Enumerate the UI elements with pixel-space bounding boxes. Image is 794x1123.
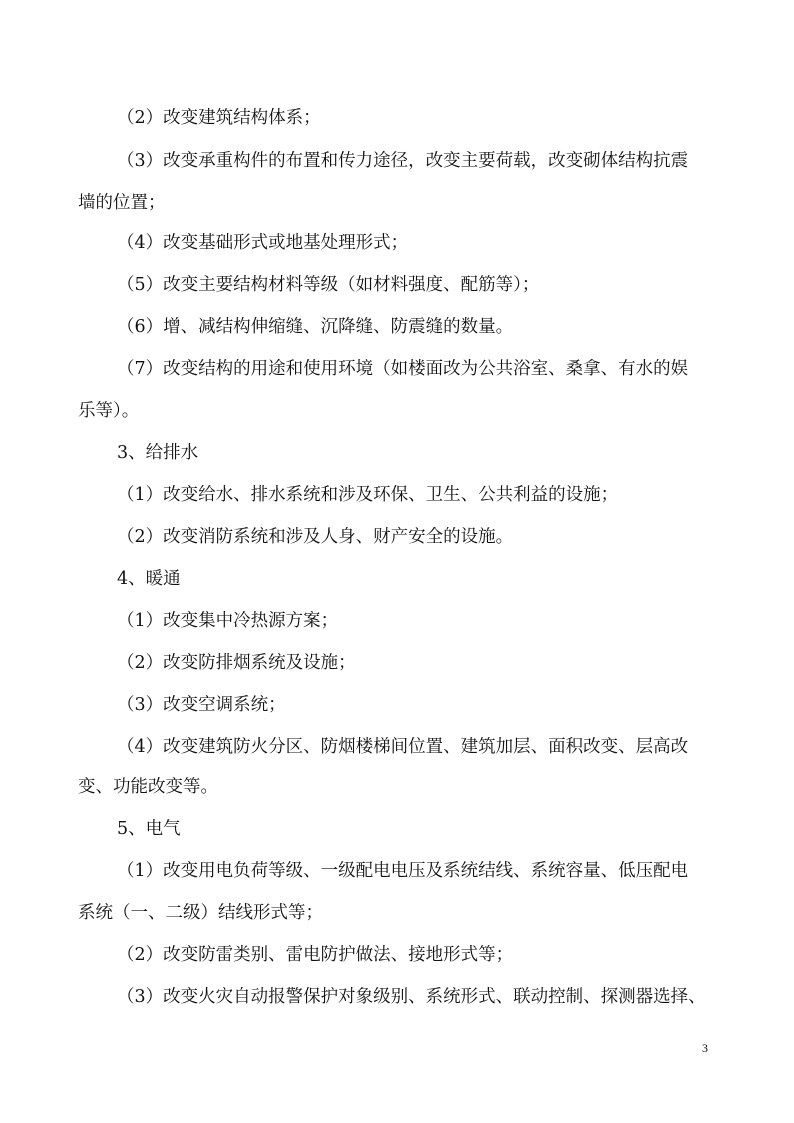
paragraph-line: 变、功能改变等。 [78,777,218,797]
paragraph-line: 乐等）。 [78,401,140,421]
paragraph-line: （4）改变建筑防火分区、防烟楼梯间位置、建筑加层、面积改变、层高改 [117,737,689,757]
paragraph-line: （6）增、减结构伸缩缝、沉降缝、防震缝的数量。 [117,317,514,337]
paragraph-line: （2）改变消防系统和涉及人身、财产安全的设施。 [117,527,514,547]
paragraph-line: （1）改变用电负荷等级、一级配电电压及系统结线、系统容量、低压配电 [117,861,689,881]
paragraph-line: （4）改变基础形式或地基处理形式； [117,233,409,253]
section-heading: 4、暖通 [117,569,181,589]
page-number: 3 [702,1041,708,1055]
paragraph-line: （7）改变结构的用途和使用环境（如楼面改为公共浴室、桑拿、有水的娱 [117,359,689,379]
paragraph-line: （2）改变防排烟系统及设施； [117,653,356,673]
paragraph-line: （3）改变火灾自动报警保护对象级别、系统形式、联动控制、探测器选择、 [117,987,706,1007]
paragraph-line: （2）改变建筑结构体系； [117,108,321,128]
paragraph-line: （1）改变给水、排水系统和涉及环保、卫生、公共利益的设施； [117,485,619,505]
paragraph-line: 墙的位置； [78,193,166,213]
section-heading: 3、给排水 [117,443,199,463]
paragraph-line: （5）改变主要结构材料等级（如材料强度、配筋等）； [117,275,540,295]
paragraph-line: （2）改变防雷类别、雷电防护做法、接地形式等； [117,945,514,965]
paragraph-line: （3）改变空调系统； [117,695,286,715]
section-heading: 5、电气 [117,819,181,839]
paragraph-line: （3）改变承重构件的布置和传力途径，改变主要荷载，改变砌体结构抗震 [117,151,689,171]
paragraph-line: 系统（一、二级）结线形式等； [78,903,323,923]
paragraph-line: （1）改变集中冷热源方案； [117,611,339,631]
